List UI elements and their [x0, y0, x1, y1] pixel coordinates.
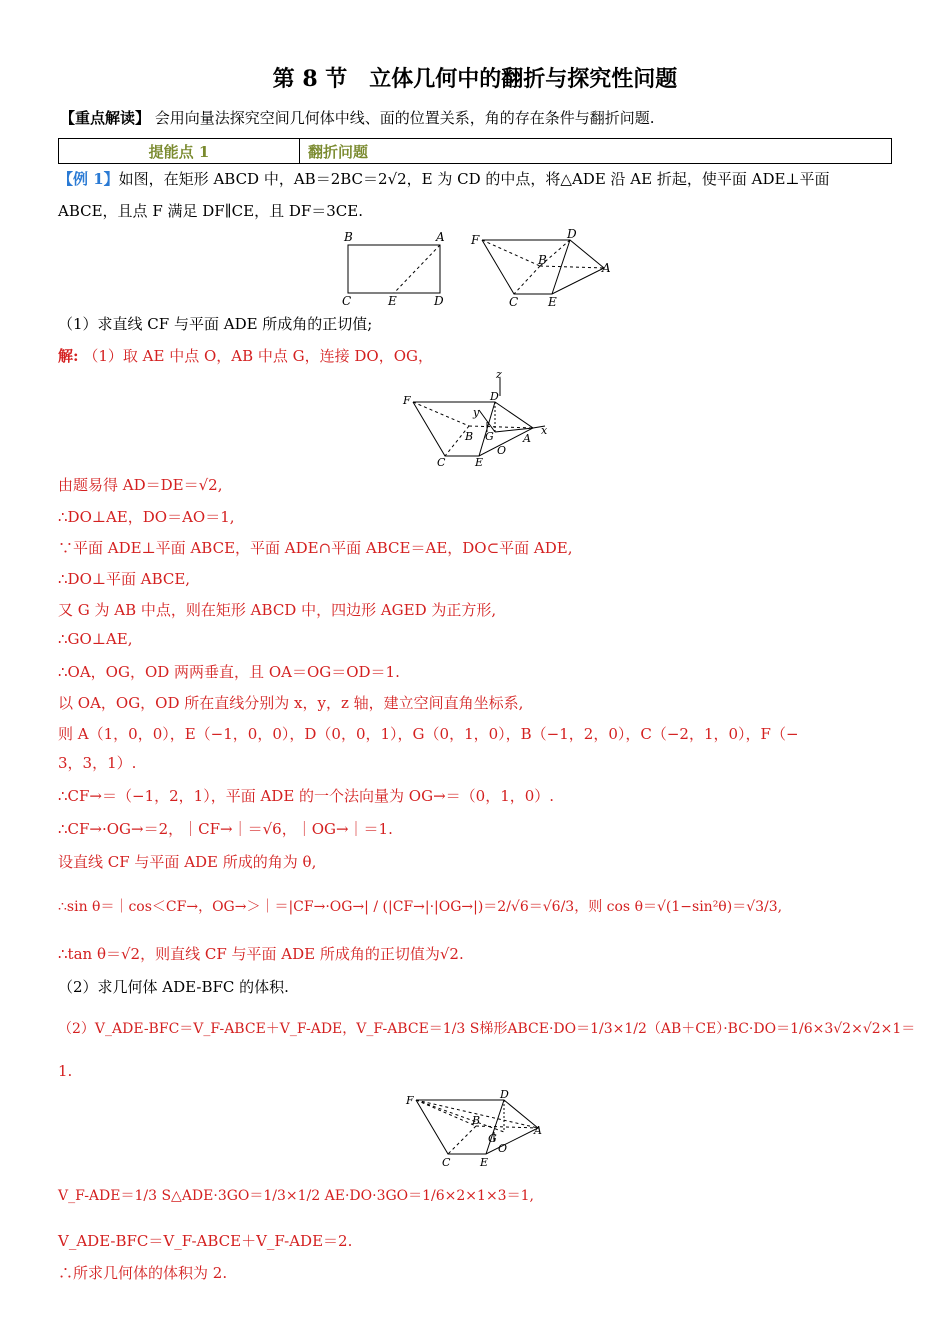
svg-text:B: B: [344, 230, 353, 244]
tan-line: ∴tan θ＝√2，则直线 CF 与平面 ADE 所成角的正切值为√2.: [58, 945, 464, 963]
svg-text:C: C: [437, 456, 446, 469]
svg-text:E: E: [388, 294, 397, 308]
intro: [60, 107, 655, 128]
volume-end: 1.: [58, 1062, 73, 1080]
example-line-2: ABCE，且点 F 满足 DF∥CE，且 DF＝3CE.: [58, 202, 364, 220]
svg-text:C: C: [442, 1156, 451, 1168]
step-5: 又 G 为 AB 中点，则在矩形 ABCD 中，四边形 AGED 为正方形,: [58, 601, 497, 619]
svg-text:E: E: [480, 1156, 489, 1168]
step-6: ∴GO⊥AE,: [58, 630, 133, 648]
figure-3: [398, 1088, 548, 1168]
step-2: ∴DO⊥AE，DO＝AO＝1,: [58, 508, 235, 526]
svg-text:D: D: [434, 294, 444, 308]
sin-line: ∴sin θ＝｜cos＜CF→，OG→＞｜＝|CF→·OG→| / (|CF→|·|OG→|)＝2/√6＝√6/3，则 cos θ＝√(1−sin²θ)＝√3/3,: [58, 899, 783, 915]
theta-line: 设直线 CF 与平面 ADE 所成的角为 θ,: [58, 853, 317, 871]
svg-text:G: G: [488, 1132, 497, 1145]
tip-topic: 翻折问题: [308, 142, 369, 161]
svg-text:A: A: [523, 432, 531, 445]
svg-text:G: G: [485, 430, 494, 443]
example-line-1: [58, 168, 830, 189]
page-title: 第 8 节 立体几何中的翻折与探究性问题: [272, 66, 678, 92]
tip-label: 提能点 1: [59, 139, 300, 163]
svg-text:B: B: [538, 253, 547, 267]
solution-line-1: [58, 345, 433, 366]
svg-text:O: O: [497, 444, 507, 457]
svg-text:E: E: [548, 295, 557, 309]
intro-text: 会用向量法探究空间几何体中线、面的位置关系，角的存在条件与翻折问题.: [154, 109, 655, 127]
intro-label: 【重点解读】: [60, 109, 151, 127]
final-line: ∴所求几何体的体积为 2.: [58, 1264, 228, 1282]
step-3: ∵平面 ADE⊥平面 ABCE，平面 ADE∩平面 ABCE＝AE，DO⊂平面 ADE,: [58, 539, 573, 557]
question-1: （1）求直线 CF 与平面 ADE 所成角的正切值;: [58, 315, 373, 333]
svg-text:F: F: [403, 394, 411, 407]
vector-line-1: ∴CF→＝（−1，2，1），平面 ADE 的一个法向量为 OG→＝（0，1，0）.: [58, 787, 555, 805]
vector-line-2: ∴CF→·OG→＝2，｜CF→｜＝√6，｜OG→｜＝1.: [58, 820, 393, 838]
svg-text:F: F: [471, 233, 480, 247]
svg-text:D: D: [490, 390, 499, 403]
step-1: 由题易得 AD＝DE＝√2,: [58, 476, 223, 494]
svg-text:A: A: [534, 1124, 542, 1137]
step-9: 则 A（1，0，0），E（−1，0，0），D（0，0，1），G（0，1，0），B（−1，2，0），C（−2，1，0），F（−: [58, 725, 799, 743]
svg-text:F: F: [406, 1094, 414, 1107]
solution-label: 解:: [58, 347, 79, 365]
step-8: 以 OA，OG，OD 所在直线分别为 x，y，z 轴，建立空间直角坐标系,: [58, 694, 524, 712]
vfade-line: V_F-ADE＝1/3 S△ADE·3GO＝1/3×1/2 AE·DO·3GO＝1/6×2×1×3＝1,: [58, 1188, 534, 1204]
svg-text:E: E: [475, 456, 484, 469]
tip-box: [58, 138, 892, 164]
solution-text-1: （1）取 AE 中点 O，AB 中点 G，连接 DO，OG，: [83, 347, 434, 365]
step-4: ∴DO⊥平面 ABCE,: [58, 570, 191, 588]
question-2: （2）求几何体 ADE-BFC 的体积.: [58, 978, 289, 996]
svg-text:A: A: [436, 230, 445, 244]
svg-text:x: x: [541, 424, 548, 437]
vtotal-line: V_ADE-BFC＝V_F-ABCE＋V_F-ADE＝2.: [58, 1232, 353, 1250]
example-text-1: 如图，在矩形 ABCD 中，AB＝2BC＝2√2，E 为 CD 的中点，将△ADE 沿 AE 折起，使平面 ADE⊥平面: [118, 170, 830, 188]
svg-text:D: D: [567, 228, 577, 241]
step-10: 3，3，1）.: [58, 754, 137, 772]
svg-text:C: C: [509, 295, 519, 309]
svg-text:y: y: [473, 406, 480, 419]
figure-1: [330, 228, 620, 310]
svg-text:C: C: [342, 294, 352, 308]
figure-2: [395, 370, 555, 470]
svg-text:B: B: [465, 430, 474, 443]
example-tag: 【例 1】: [58, 170, 119, 188]
svg-text:O: O: [498, 1142, 508, 1155]
step-7: ∴OA，OG，OD 两两垂直，且 OA＝OG＝OD＝1.: [58, 663, 400, 681]
svg-text:A: A: [602, 261, 611, 275]
svg-text:D: D: [500, 1088, 509, 1101]
volume-line: （2）V_ADE-BFC＝V_F-ABCE＋V_F-ADE，V_F-ABCE＝1/3 S梯形ABCE·DO＝1/3×1/2（AB＋CE）·BC·DO＝1/6×3√2×√2×1＝: [58, 1021, 916, 1037]
svg-text:z: z: [496, 370, 502, 381]
svg-text:B: B: [472, 1114, 481, 1127]
